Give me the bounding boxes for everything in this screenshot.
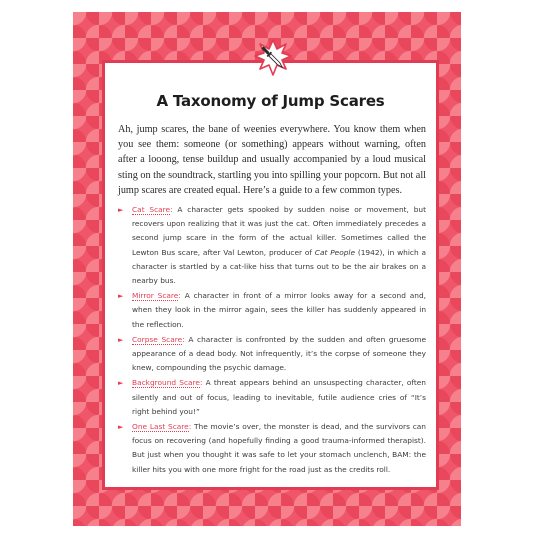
term-label: Cat Scare <box>132 205 171 214</box>
jump-scare-list <box>118 203 426 478</box>
term-description-end: (1942), in which a character is startled by a cat-like hiss that turns out to be the air brakes on a nearby bus. <box>132 247 426 286</box>
list-item: ► Cat Scare: A character gets spooked by sudden noise or movement, but recovers upon realizing that it was just the cat. Often immediately precedes a second jump scare in the form of the actual killer. Sometimes called the Lewton Bus scare, after Val Lewton, producer of Cat People (1942), in which a character is startled by a cat-like hiss that turns out to be the air brakes on a nearby bus. <box>118 205 426 286</box>
term-description: A character in front of a mirror looks away for a second and, when they look in the mirror again, sees the killer has suddenly appeared in the reflection. <box>132 291 426 329</box>
term-description: A character gets spooked by sudden noise or movement, but recovers upon realizing that it was just the cat. Often immediately precedes a second jump scare in the form of the actual killer. Sometimes called the Lewton Bus scare, after Val Lewton, producer of <box>132 205 426 257</box>
list-item: ► Mirror Scare: A character in front of a mirror looks away for a second and, when they look in the mirror again, sees the killer has suddenly appeared in the reflection. <box>118 291 426 329</box>
arrow-bullet-icon: ► <box>118 292 124 301</box>
term-description: A threat appears behind an unsuspecting character, often silently and out of focus, leading to inevitable, futile audience cries of “It’s right behind you!” <box>132 378 426 416</box>
term-label: Mirror Scare <box>132 291 179 301</box>
arrow-bullet-icon: ► <box>118 335 124 344</box>
term-description: The movie’s over, the monster is dead, and the survivors can focus on recovering (and hopefully finding a good trauma-informed therapist). But just when you thought it was safe to let your stomach unclench, BAM: the killer hits you with one more fright for the road just as the credits roll. <box>132 422 426 474</box>
arrow-bullet-icon: ► <box>118 206 124 214</box>
film-title: Cat People <box>314 247 356 257</box>
term-label: One Last Scare <box>132 422 189 432</box>
intro-paragraph: Ah, jump scares, the bane of weenies everywhere. You know them when you see them: someone (or something) appears without warning, often after a looong, tense buildup and usually accompanied by a loud musical sting on the soundtrack, startling you into spilling your popcorn. But not all jump scares are created equal. Here’s a guide to a few common types. <box>118 124 426 196</box>
term-label: Corpse Scare <box>132 334 183 344</box>
list-item: ► Corpse Scare: A character is confronted by the sudden and often gruesome appearance of a dead body. Not infrequently, it’s the corpse of someone they knew, compounding the psychic damage. <box>118 334 426 373</box>
arrow-bullet-icon: ► <box>118 423 124 432</box>
term-label: Background Scare <box>132 378 200 388</box>
knife-burst-icon <box>253 38 293 78</box>
list-item: ► Background Scare: A threat appears behind an unsuspecting character, often silently and out of focus, leading to inevitable, futile audience cries of “It’s right behind you!” <box>118 378 426 416</box>
page-title: A Taxonomy of Jump Scares <box>156 92 385 110</box>
arrow-bullet-icon: ► <box>118 379 124 388</box>
list-item: ► One Last Scare: The movie’s over, the monster is dead, and the survivors can focus on recovering (and hopefully finding a good trauma-informed therapist). But just when you thought it was safe to let your stomach unclench, BAM: the killer hits you with one more fright for the road just as the credits roll. <box>118 422 426 474</box>
term-description: A character is confronted by the sudden and often gruesome appearance of a dead body. Not infrequently, it’s the corpse of someone they knew, compounding the psychic damage. <box>132 334 426 373</box>
